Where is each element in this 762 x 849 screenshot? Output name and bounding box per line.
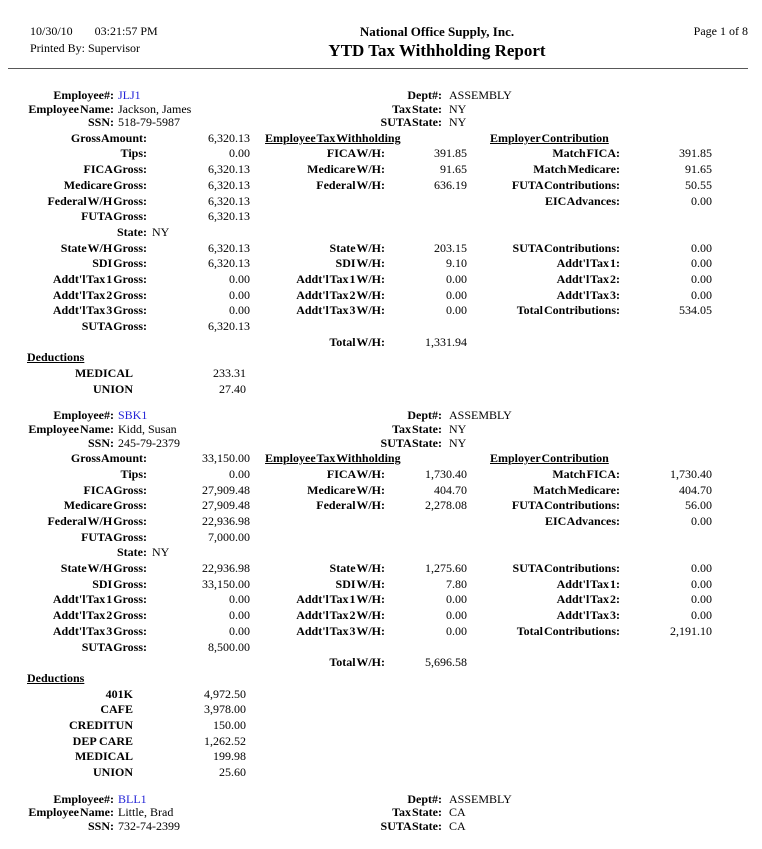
match-fica-label: Match FICA: [552,146,620,161]
eic-advances-value: 0.00 [691,514,712,528]
ssn-value: 732-74-2399 [118,818,180,833]
spacer [0,655,250,671]
state-wh-gross-label: State W/H Gross: [60,240,147,255]
spacer [250,194,467,210]
futa-gross-value: 7,000.00 [208,529,250,544]
federal-wh-value: 2,278.08 [425,498,467,513]
federal-wh-gross-label: Federal W/H Gross: [47,514,147,528]
suta-gross-value: 8,500.00 [208,639,250,654]
company-name: National Office Supply, Inc. [359,24,515,39]
medicare-gross-label: Medicare Gross: [63,177,147,192]
ssn-label: SSN: [87,435,114,450]
sdi-gross-value: 6,320.13 [208,256,250,271]
deduction-name: DEP CARE [72,733,133,748]
futa-gross-label: FUTA Gross: [81,209,147,224]
employee-name-label: Employee Name: [28,101,114,116]
state-wh-label: State W/H: [329,240,385,255]
tax-state-label: Tax State: [392,101,442,116]
addl-tax3-wh-value: 0.00 [446,623,467,638]
report-header [0,24,762,61]
tax-state-value: NY [449,101,467,116]
eic-advances-label: EIC Advances: [544,514,620,528]
state-wh-label: State W/H: [329,561,385,576]
spacer [250,545,712,561]
deduction-name: CREDITUN [68,717,133,732]
print-date: 10/30/10 [30,24,73,38]
futa-contributions-value: 50.55 [685,177,712,192]
total-wh-value: 1,331.94 [425,334,467,349]
fica-gross-label: FICA Gross: [83,482,147,497]
match-medicare-label: Match Medicare: [533,162,620,177]
deduction-name: UNION [92,765,133,779]
suta-gross-value: 6,320.13 [208,319,250,334]
dept-value: ASSEMBLY [449,791,512,806]
deductions-heading: Deductions [27,350,85,365]
state-wh-gross-label: State W/H Gross: [60,561,147,576]
addl-tax3-gross-value: 0.00 [229,303,250,318]
state-wh-value: 1,275.60 [425,561,467,576]
employee-section [0,88,762,397]
sdi-wh-label: SDI W/H: [335,576,385,591]
federal-wh-gross-label: Federal W/H Gross: [47,193,147,208]
sdi-wh-value: 9.10 [446,256,467,271]
eic-advances-value: 0.00 [691,193,712,208]
total-contributions-value: 534.05 [679,303,712,318]
suta-gross-label: SUTA Gross: [81,639,147,654]
medicare-wh-value: 91.65 [440,162,467,177]
gross-amount-value: 6,320.13 [208,130,250,145]
employee-number-value[interactable]: BLL1 [118,791,147,806]
deduction-name: UNION [92,381,133,396]
fica-wh-value: 1,730.40 [425,466,467,481]
employee-name-value: Little, Brad [118,805,174,820]
employee-name-label: Employee Name: [28,422,114,437]
federal-wh-value: 636.19 [434,177,467,192]
federal-wh-gross-value: 22,936.98 [202,514,250,528]
dept-label: Dept#: [407,791,442,806]
addl-tax1-gross-label: Addt'l Tax 1 Gross: [52,271,147,286]
addl-tax3-label: Addt'l Tax 3: [556,287,620,302]
gross-amount-value: 33,150.00 [202,451,250,466]
addl-tax2-wh-value: 0.00 [446,287,467,302]
addl-tax1-wh-value: 0.00 [446,592,467,607]
futa-contributions-value: 56.00 [685,498,712,513]
addl-tax1-wh-label: Addt'l Tax 1 W/H: [296,592,385,607]
spacer [250,225,712,241]
employer-contribution-heading: Employer Contribution [490,451,609,466]
deduction-amount: 25.60 [219,765,246,779]
employee-identity-grid [0,88,762,129]
suta-state-value: CA [449,818,466,833]
federal-wh-label: Federal W/H: [316,498,385,513]
state-wh-gross-value: 22,936.98 [202,561,250,576]
futa-gross-label: FUTA Gross: [81,529,147,544]
employee-section [0,792,762,833]
deduction-name: MEDICAL [74,366,133,381]
spacer [467,655,712,671]
employee-number-value[interactable]: SBK1 [118,408,148,423]
employee-tax-withholding-heading: Employee Tax Withholding [265,130,401,145]
fica-wh-value: 391.85 [434,146,467,161]
addl-tax1-value: 0.00 [691,576,712,591]
fica-gross-value: 6,320.13 [208,162,250,177]
federal-wh-gross-value: 6,320.13 [208,193,250,208]
suta-state-value: NY [449,435,467,450]
sdi-gross-label: SDI Gross: [92,256,147,271]
addl-tax3-gross-label: Addt'l Tax 3 Gross: [52,623,147,638]
addl-tax2-gross-value: 0.00 [229,287,250,302]
addl-tax1-label: Addt'l Tax 1: [556,256,620,271]
tips-value: 0.00 [229,466,250,481]
employee-identity-grid [0,408,762,449]
suta-state-label: SUTA State: [380,435,442,450]
state-value: NY [152,545,170,560]
addl-tax2-gross-label: Addt'l Tax 2 Gross: [52,287,147,302]
deductions-section [0,671,762,781]
page-indicator: Page 1 of 8 [693,24,748,38]
medicare-wh-label: Medicare W/H: [307,482,385,497]
employee-number-value[interactable]: JLJ1 [118,88,141,102]
dept-value: ASSEMBLY [449,408,512,423]
deduction-name: MEDICAL [74,749,133,764]
employee-name-label: Employee Name: [28,805,114,820]
federal-wh-label: Federal W/H: [316,177,385,192]
state-wh-gross-value: 6,320.13 [208,240,250,255]
addl-tax1-value: 0.00 [691,256,712,271]
deduction-amount: 199.98 [213,749,246,764]
tax-state-value: CA [449,805,466,820]
addl-tax1-label: Addt'l Tax 1: [556,576,620,591]
total-wh-label: Total W/H: [329,655,385,670]
suta-state-label: SUTA State: [380,115,442,130]
tax-state-label: Tax State: [392,805,442,820]
medicare-gross-value: 27,909.48 [202,498,250,513]
addl-tax2-gross-value: 0.00 [229,608,250,623]
medicare-wh-value: 404.70 [434,482,467,497]
deduction-amount: 3,978.00 [204,702,246,717]
futa-contributions-label: FUTA Contributions: [511,177,620,192]
employee-number-label: Employee#: [53,791,114,806]
suta-contributions-label: SUTA Contributions: [512,561,620,576]
total-contributions-label: Total Contributions: [516,623,620,638]
deductions-rows [0,366,762,397]
suta-contributions-label: SUTA Contributions: [512,240,620,255]
employee-number-label: Employee#: [53,408,114,423]
tips-value: 0.00 [229,146,250,161]
addl-tax2-wh-value: 0.00 [446,608,467,623]
employee-sections [0,88,762,832]
deduction-amount: 4,972.50 [204,686,246,701]
spacer [250,514,467,530]
employee-tax-grid [0,131,762,351]
dept-value: ASSEMBLY [449,88,512,102]
deductions-rows [0,687,762,781]
tips-label: Tips: [120,466,147,481]
addl-tax1-gross-value: 0.00 [229,592,250,607]
ssn-label: SSN: [87,115,114,130]
futa-contributions-label: FUTA Contributions: [511,498,620,513]
state-value: NY [152,224,170,239]
employee-tax-withholding-heading: Employee Tax Withholding [265,451,401,466]
addl-tax2-value: 0.00 [691,271,712,286]
medicare-gross-value: 6,320.13 [208,177,250,192]
addl-tax3-gross-value: 0.00 [229,623,250,638]
tips-label: Tips: [120,146,147,161]
ssn-value: 518-79-5987 [118,115,180,130]
dept-label: Dept#: [407,408,442,423]
state-label: State: [117,545,147,560]
header-right [628,24,748,61]
spacer [250,319,712,335]
fica-wh-label: FICA W/H: [326,146,385,161]
addl-tax1-wh-value: 0.00 [446,271,467,286]
fica-wh-label: FICA W/H: [326,466,385,481]
employer-contribution-heading: Employer Contribution [490,130,609,145]
header-center [246,24,628,61]
gross-amount-label: Gross Amount: [70,130,147,145]
ssn-label: SSN: [87,818,114,833]
addl-tax3-label: Addt'l Tax 3: [556,608,620,623]
suta-contributions-value: 0.00 [691,240,712,255]
dept-label: Dept#: [407,88,442,102]
eic-advances-label: EIC Advances: [544,193,620,208]
spacer [0,335,250,351]
medicare-gross-label: Medicare Gross: [63,498,147,513]
total-wh-label: Total W/H: [329,334,385,349]
match-fica-label: Match FICA: [552,466,620,481]
fica-gross-label: FICA Gross: [83,162,147,177]
futa-gross-value: 6,320.13 [208,209,250,224]
suta-state-label: SUTA State: [380,818,442,833]
employee-name-value: Kidd, Susan [118,422,177,437]
addl-tax2-gross-label: Addt'l Tax 2 Gross: [52,608,147,623]
match-fica-value: 1,730.40 [670,466,712,481]
fica-gross-value: 27,909.48 [202,482,250,497]
total-wh-value: 5,696.58 [425,655,467,670]
deduction-amount: 150.00 [213,717,246,732]
addl-tax1-gross-label: Addt'l Tax 1 Gross: [52,592,147,607]
spacer [250,209,712,225]
addl-tax3-wh-label: Addt'l Tax 3 W/H: [296,623,385,638]
sdi-gross-label: SDI Gross: [92,576,147,591]
match-medicare-label: Match Medicare: [533,482,620,497]
deduction-name: CAFE [100,702,133,717]
report-title: YTD Tax Withholding Report [328,41,546,60]
spacer [467,335,712,351]
match-medicare-value: 91.65 [685,162,712,177]
employee-tax-grid [0,451,762,671]
deduction-name: 401K [105,686,133,701]
sdi-wh-value: 7.80 [446,576,467,591]
employee-number-label: Employee#: [53,88,114,102]
tax-state-value: NY [449,422,467,437]
addl-tax1-wh-label: Addt'l Tax 1 W/H: [296,271,385,286]
spacer [250,530,712,546]
medicare-wh-label: Medicare W/H: [307,162,385,177]
deductions-heading: Deductions [27,670,85,685]
match-medicare-value: 404.70 [679,482,712,497]
addl-tax2-label: Addt'l Tax 2: [556,271,620,286]
employee-section [0,408,762,780]
print-datetime [30,24,246,41]
addl-tax2-label: Addt'l Tax 2: [556,592,620,607]
sdi-gross-value: 33,150.00 [202,576,250,591]
employee-identity-grid [0,792,762,833]
ssn-value: 245-79-2379 [118,435,180,450]
addl-tax2-wh-label: Addt'l Tax 2 W/H: [296,608,385,623]
suta-contributions-value: 0.00 [691,561,712,576]
addl-tax3-gross-label: Addt'l Tax 3 Gross: [52,303,147,318]
suta-gross-label: SUTA Gross: [81,319,147,334]
addl-tax2-value: 0.00 [691,592,712,607]
state-label: State: [117,224,147,239]
deduction-amount: 27.40 [219,381,246,396]
sdi-wh-label: SDI W/H: [335,256,385,271]
spacer [250,640,712,656]
addl-tax3-wh-value: 0.00 [446,303,467,318]
tax-state-label: Tax State: [392,422,442,437]
addl-tax3-wh-label: Addt'l Tax 3 W/H: [296,303,385,318]
total-contributions-value: 2,191.10 [670,623,712,638]
employee-name-value: Jackson, James [118,101,192,116]
suta-state-value: NY [449,115,467,130]
gross-amount-label: Gross Amount: [70,451,147,466]
addl-tax2-wh-label: Addt'l Tax 2 W/H: [296,287,385,302]
deduction-amount: 233.31 [213,366,246,381]
header-left [30,24,246,61]
match-fica-value: 391.85 [679,146,712,161]
printed-by: Printed By: Supervisor [30,41,140,55]
addl-tax3-value: 0.00 [691,608,712,623]
addl-tax1-gross-value: 0.00 [229,271,250,286]
addl-tax3-value: 0.00 [691,287,712,302]
total-contributions-label: Total Contributions: [516,303,620,318]
deductions-section [0,350,762,397]
deduction-amount: 1,262.52 [204,733,246,748]
header-rule [8,68,748,69]
state-wh-value: 203.15 [434,240,467,255]
print-time: 03:21:57 PM [94,24,158,38]
